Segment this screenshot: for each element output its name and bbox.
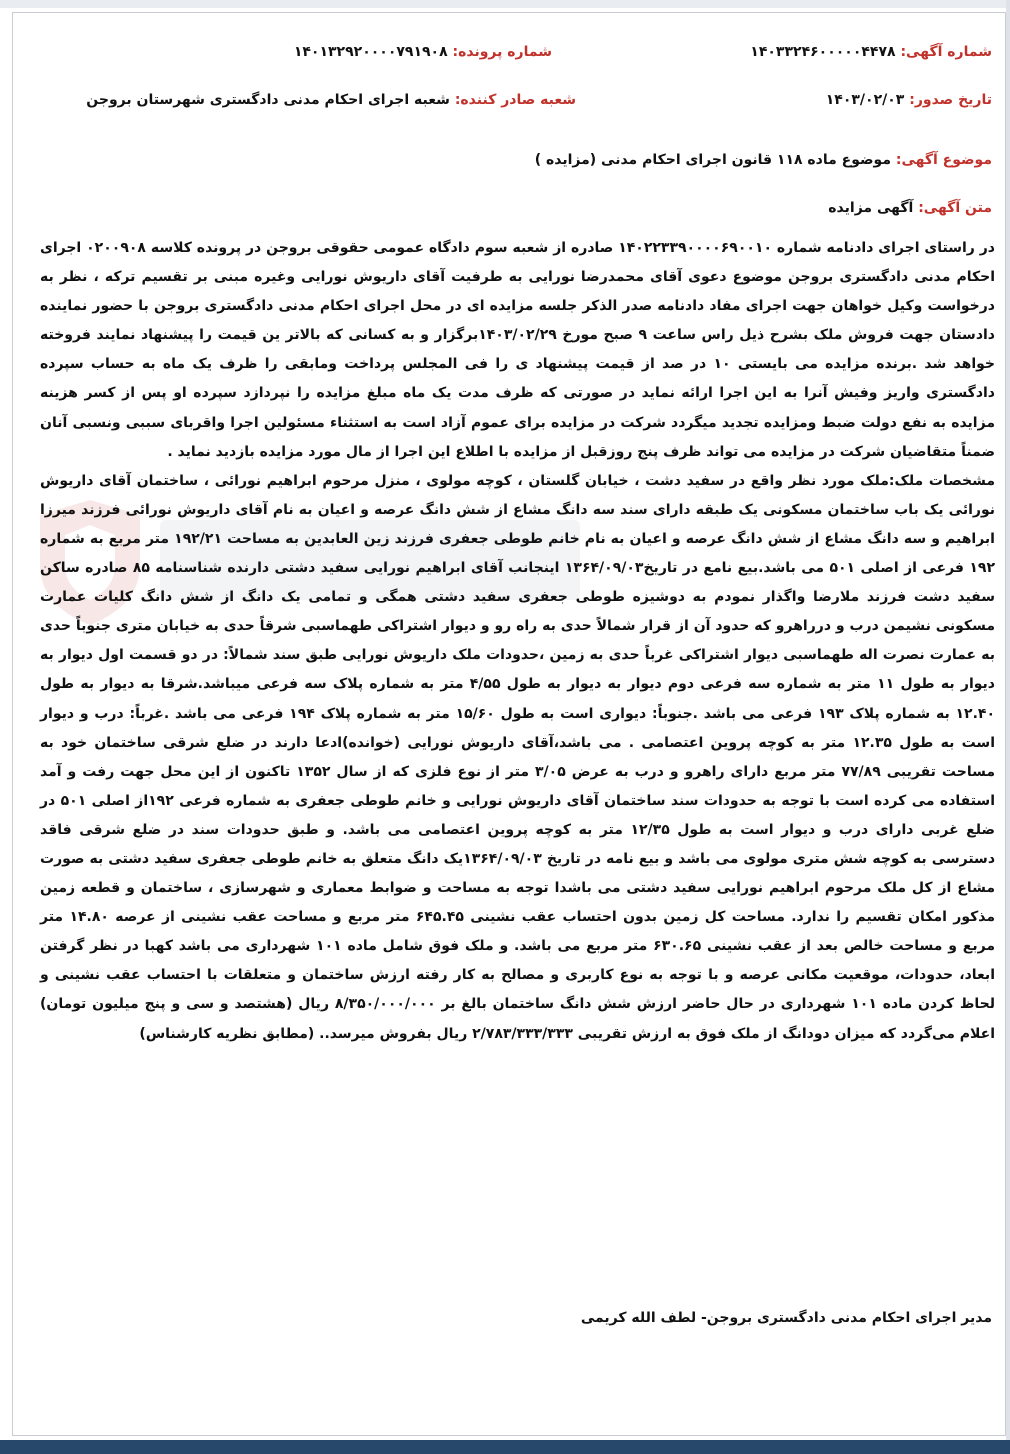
- text-title-row: [828, 200, 992, 216]
- signature: مدیر اجرای احکام مدنی دادگستری بروجن- لطف الله کریمی: [580, 1310, 992, 1326]
- footer-bar: [0, 1440, 1010, 1454]
- issuer-label: شعبه صادر کننده:: [454, 92, 576, 108]
- subject-label: موضوع آگهی:: [895, 152, 992, 168]
- subject: موضوع ماده ۱۱۸ قانون اجرای احکام مدنی (مزایده ): [534, 152, 891, 168]
- paragraph-property-details: مشخصات ملک:ملک مورد نظر واقع در سفید دشت ، خیابان گلستان ، کوچه مولوی ، منزل مرحوم ابراهیم نورائی ، ساختمان آقای داریوش نورائی یک باب ساختمان مسکونی یک طبقه دارای سند سه دانگ مشاع از شش دانگ عرصه و اعیان به نام آقای داریوش نورائی فرزند میرزا ابراهیم و سه دانگ مشاع از شش دانگ عرصه و اعیان به نام خانم طوطی جعفری فرزند زین العابدین به مساحت ۱۹۲/۲۱ متر مربع به شماره ۱۹۲ فرعی از اصلی ۵۰۱ می باشد.بیع نامع در تاریخ۱۳۶۴/۰۹/۰۳ اینجانب آقای ابراهیم نورایی سفید دشتی دارنده شناسنامه ۸۵ صادره ساکن سفید دشت فرزند ملارضا واگذار نمودم به دوشیزه طوطی جعفری سفید دشتی همگی و تمامی یک دانگ از شش دانگ کلیات عمارت مسکونی نشیمن درب و درراهرو که حدود آن از قرار شمالاً حدی به راه رو و دیوار اشتراکی طهماسبی شرقاً حدی به خیابان متری جنوباً حدی به عمارت نصرت اله طهماسبی دیوار اشتراکی غرباً حدی به زمین ،حدودات ملک داریوش نورایی طبق سند شمالاً: در دو قسمت اول دیوار به دیوار به طول ۱۱ متر به شماره سه فرعی دوم دیوار به دیوار به طول ۴/۵۵ متر به شماره پلاک سه فرعی میباشد.شرقا به دیوار به طول ۱۲.۴۰ به شماره پلاک ۱۹۳ فرعی می باشد .جنوباً: دیواری است به طول ۱۵/۶۰ متر به شماره پلاک ۱۹۴ فرعی می باشد .غرباً: درب و دیوار است به طول ۱۲.۳۵ متر به کوچه پروین اعتصامی . می باشد،آقای داریوش نورایی (خوانده)ادعا دارند در ضلع شرقی ساختمان خود به مساحت تقریبی ۷۷/۸۹ متر مربع دارای راهرو و درب به عرض ۳/۰۵ متر از نوع فلزی که از سال ۱۳۵۲ تاکنون از این محل جهت رفت و آمد استفاده می کرده است با توجه به حدودات سند ساختمان آقای داریوش نورایی و خانم طوطی جعفری به شماره فرعی ۱۹۲از اصلی ۵۰۱ در ضلع غربی دارای درب و دیوار است به طول ۱۲/۳۵ متر به کوچه پروین اعتصامی می باشد. و طبق حدودات سند در ضلع شرقی فاقد دسترسی به کوچه شش متری مولوی می باشد و بیع نامه در تاریخ ۱۳۶۴/۰۹/۰۳یک دانگ متعلق به خانم طوطی جعفری سفید دشتی به صورت مشاع از کل ملک مرحوم ابراهیم نورایی سفید دشتی می باشدا توجه به مساحت و ضوابط معماری و شهرسازی ، ساختمان و قطعه زمین مذکور امکان تقسیم را ندارد. مساحت کل زمین بدون احتساب عقب نشینی ۶۴۵.۴۵ متر مربع و مساحت عقب نشینی از عرصه ۱۴.۸۰ متر مربع و مساحت خالص بعد از عقب نشینی ۶۳۰.۶۵ متر مربع می باشد. و ملک فوق شامل ماده ۱۰۱ شهرداری می باشد کهبا در نظر گرفتن ابعاد، حدودات، موقعیت مکانی عرصه و با توجه به نوع کاربری و مصالح به کار رفته ارزش ساختمان و متعلقات با احتساب عقب نشینی و لحاظ کردن ماده ۱۰۱ شهرداری در حال حاضر ارزش شش دانگ ساختمان بالغ بر ۸/۳۵۰/۰۰۰/۰۰۰ ریال (هشتصد و سی و پنج میلیون تومان) اعلام می‌گردد که میزان دودانگ از ملک فوق به ارزش تقریبی ۲/۷۸۳/۳۳۳/۳۳۳ ریال بفروش میرسد.. (مطابق نظریه کارشناس): [40, 472, 996, 1042]
- ad-number-label: شماره آگهی:: [900, 44, 992, 60]
- issue-date-row: [826, 92, 992, 108]
- ad-number: ۱۴۰۳۳۲۴۶۰۰۰۰۰۴۴۷۸: [750, 44, 896, 60]
- ad-number-row: [750, 44, 992, 60]
- issuer-row: [86, 92, 576, 108]
- case-number-row: [294, 44, 552, 60]
- subject-row: [535, 152, 992, 168]
- paragraph-auction-terms: در راستای اجرای دادنامه شماره ۱۴۰۲۲۳۳۹۰۰۰۰۶۹۰۰۱۰ صادره از شعبه سوم دادگاه عمومی حقوقی بروجن در پرونده کلاسه ۰۲۰۰۹۰۸ اجرای احکام مدنی دادگستری بروجن موضوع دعوی آقای محمدرضا نورایی به طرفیت آقای داریوش نورایی وغیره مبنی بر تقسیم ترکه ، نظر به درخواست وکیل خواهان جهت اجرای مفاد دادنامه صدر الذکر جلسه مزایده ای در محل اجرای احکام مدنی دادگستری بروجن با حضور نماینده دادستان جهت فروش ملک بشرح ذیل راس ساعت ۹ صبح مورخ ۱۴۰۳/۰۲/۲۹برگزار و به کسانی که بالاتر ین قیمت را پیشنهاد نمایند فروخته خواهد شد .برنده مزایده می بایستی ۱۰ در صد از قیمت پیشنهاد ی را فی المجلس پرداخت ومابقی را ظرف یک ماه به حساب سپرده دادگستری واریز وفیش آنرا به این اجرا ارائه نماید در صورتی که ظرف مدت یک ماه مبلغ مزایده را نپردازد سپرده او پس از کسر هزینه مزایده به نفع دولت ضبط ومزایده تجدید میگردد شرکت در مزایده برای عموم آزاد است به استثناء مسئولین اجرا واقربای سببی ونسبی آنان ضمناً متقاضیان شرکت در مزایده می تواند ظرف پنج روزقبل از مزایده با اطلاع این اجرا از مال مورد مزایده بازدید نماید .: [40, 240, 995, 460]
- top-edge: [0, 0, 1010, 8]
- notice-body: [40, 234, 995, 1049]
- text-title: آگهی مزایده: [828, 200, 914, 216]
- issue-date: ۱۴۰۳/۰۲/۰۳: [825, 92, 905, 108]
- issuer: شعبه اجرای احکام مدنی دادگستری شهرستان بروجن: [86, 92, 450, 108]
- case-number-label: شماره پرونده:: [452, 44, 552, 60]
- case-number: ۱۴۰۱۳۲۹۲۰۰۰۰۷۹۱۹۰۸: [293, 44, 448, 60]
- text-label: متن آگهی:: [918, 200, 992, 216]
- scrollbar-track[interactable]: [1006, 0, 1010, 1454]
- issue-date-label: تاریخ صدور:: [909, 92, 992, 108]
